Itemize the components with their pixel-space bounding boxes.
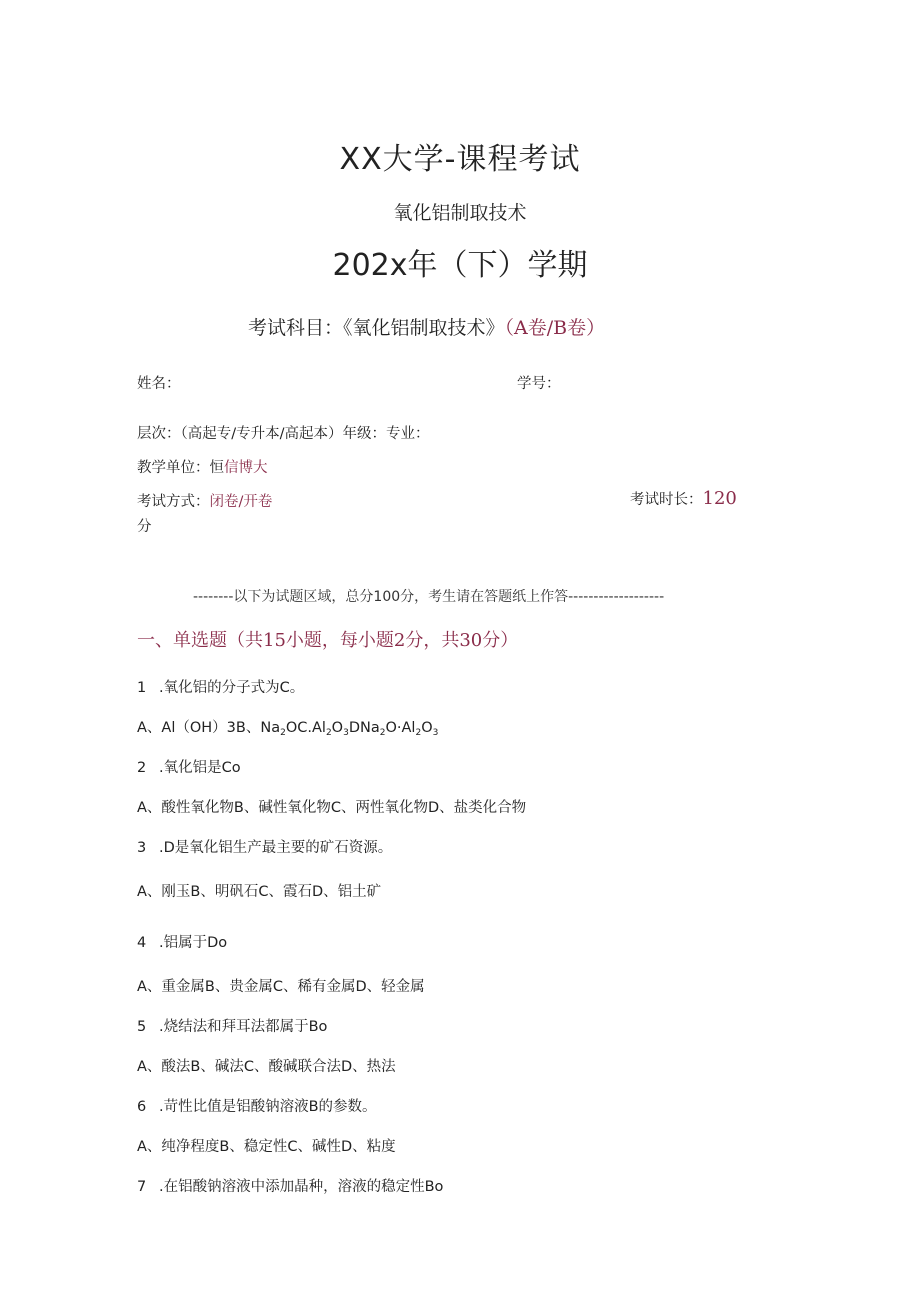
course-title: 氧化铝制取技术 bbox=[393, 202, 527, 224]
question-options: A、酸性氧化物B、碱性氧化物C、两性氧化物D、盐类化合物 bbox=[137, 800, 527, 816]
exam-duration bbox=[630, 488, 737, 509]
question-options: A、刚玉B、明矾石C、霞石D、铝土矿 bbox=[137, 884, 382, 900]
term-title: 202x年（下）学期 bbox=[332, 248, 588, 283]
question-options: A、纯净程度B、稳定性C、碱性D、粘度 bbox=[137, 1139, 396, 1155]
student-id-label: 学号： bbox=[517, 376, 561, 392]
exam-subject bbox=[248, 313, 605, 340]
teaching-unit bbox=[137, 456, 268, 477]
question-text: .氧化铝是Co bbox=[159, 760, 241, 776]
question-stem bbox=[137, 676, 304, 697]
mode-label: 考试方式： bbox=[137, 494, 210, 510]
question-options: A、Al（OH）3B、$Na_2OC.Al_2O_3DNa_2O\cdot Al_2O_3$ bbox=[137, 720, 439, 738]
question-number: 5 bbox=[137, 1019, 147, 1035]
question-number: 6 bbox=[137, 1099, 147, 1115]
exam-mode bbox=[137, 490, 272, 511]
unit-label: 教学单位：恒 bbox=[137, 460, 224, 476]
question-number: 1 bbox=[137, 680, 147, 696]
question-options: A、重金属B、贵金属C、稀有金属D、轻金属 bbox=[137, 979, 425, 995]
question-stem bbox=[137, 756, 241, 777]
name-label: 姓名： bbox=[137, 376, 181, 392]
question-stem bbox=[137, 1175, 443, 1196]
question-area-separator: --------以下为试题区域，总分100分，考生请在答题纸上作答------------------- bbox=[193, 589, 665, 605]
level-line: 层次：（高起专/专升本/高起本）年级：专业： bbox=[137, 426, 430, 442]
question-text: .苛性比值是铝酸钠溶液B的参数。 bbox=[159, 1099, 377, 1115]
unit-value: 信博大 bbox=[224, 460, 268, 476]
mode-value: 闭卷/开卷 bbox=[209, 494, 273, 510]
question-stem bbox=[137, 836, 392, 857]
question-number: 7 bbox=[137, 1179, 147, 1195]
duration-label: 考试时长： bbox=[630, 492, 703, 508]
question-options: A、酸法B、碱法C、酸碱联合法D、热法 bbox=[137, 1059, 396, 1075]
section-title: 一、单选题（共15小题，每小题2分，共30分） bbox=[137, 630, 519, 651]
question-stem bbox=[137, 1015, 327, 1036]
paper-type: （A卷/B卷） bbox=[504, 317, 606, 339]
question-text: .氧化铝的分子式为C。 bbox=[159, 680, 305, 696]
exam-university-title: XX大学-课程考试 bbox=[339, 142, 581, 177]
subject-label: 考试科目：《氧化铝制取技术》 bbox=[248, 317, 505, 339]
duration-unit: 分 bbox=[137, 519, 152, 535]
question-stem bbox=[137, 931, 227, 952]
question-text: .D是氧化铝生产最主要的矿石资源。 bbox=[159, 840, 393, 856]
question-text: .铝属于Do bbox=[159, 935, 228, 951]
question-text: .在铝酸钠溶液中添加晶种，溶液的稳定性Bo bbox=[159, 1179, 444, 1195]
question-text: .烧结法和拜耳法都属于Bo bbox=[159, 1019, 328, 1035]
question-number: 3 bbox=[137, 840, 147, 856]
question-number: 4 bbox=[137, 935, 147, 951]
question-number: 2 bbox=[137, 760, 147, 776]
question-stem bbox=[137, 1095, 377, 1116]
duration-value: 120 bbox=[702, 488, 737, 509]
